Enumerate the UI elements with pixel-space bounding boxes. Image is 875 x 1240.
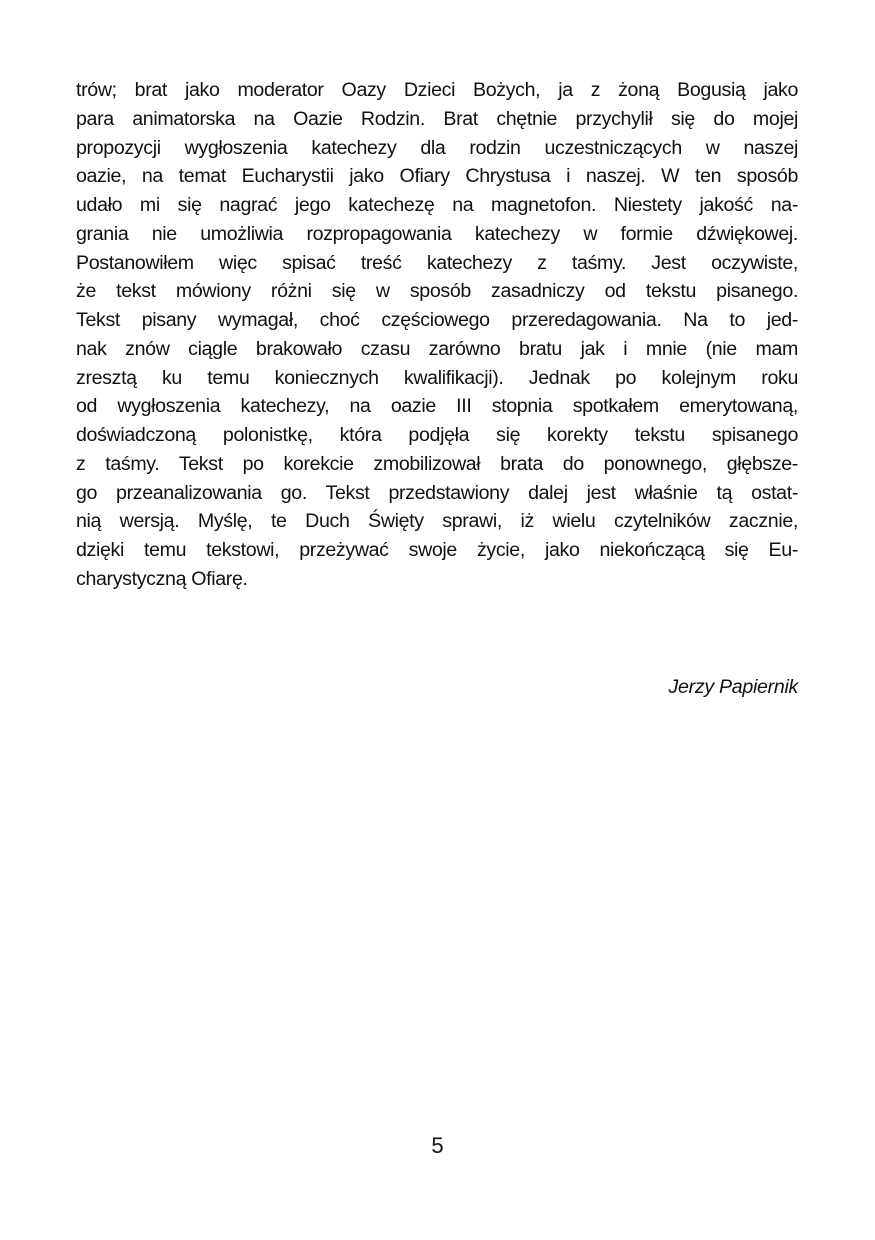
- page-number: 5: [431, 1133, 444, 1158]
- paragraph-line: oazie, na temat Eucharystii jako Ofiary Chrystusa i naszej. W ten sposób: [76, 165, 798, 188]
- body-paragraph: [76, 76, 798, 594]
- paragraph-line: go przeanalizowania go. Tekst przedstawiony dalej jest właśnie tą ostat-: [76, 481, 798, 504]
- paragraph-line: że tekst mówiony różni się w sposób zasadniczy od tekstu pisanego.: [76, 280, 798, 303]
- paragraph-line: nak znów ciągle brakowało czasu zarówno bratu jak i mnie (nie mam: [76, 337, 798, 360]
- paragraph-line: udało mi się nagrać jego katechezę na magnetofon. Niestety jakość na-: [76, 194, 798, 216]
- paragraph-line: dzięki temu tekstowi, przeżywać swoje życie, jako niekończącą się Eu-: [76, 539, 798, 561]
- paragraph-line: grania nie umożliwia rozpropagowania katechezy w formie dźwiękowej.: [76, 222, 798, 245]
- paragraph-line-last: charystyczną Ofiarę.: [76, 567, 248, 590]
- paragraph-line: od wygłoszenia katechezy, na oazie III stopnia spotkałem emerytowaną,: [76, 395, 798, 418]
- paragraph-line: nią wersją. Myślę, te Duch Święty sprawi, iż wielu czytelników zacznie,: [76, 510, 798, 533]
- paragraph-line: Postanowiłem więc spisać treść katechezy z taśmy. Jest oczywiste,: [76, 251, 798, 274]
- paragraph-line: z taśmy. Tekst po korekcie zmobilizował brata do ponownego, głębsze-: [76, 452, 798, 475]
- paragraph-line: trów; brat jako moderator Oazy Dzieci Bożych, ja z żoną Bogusią jako: [76, 79, 798, 101]
- paragraph-line: para animatorska na Oazie Rodzin. Brat chętnie przychylił się do mojej: [76, 107, 798, 130]
- paragraph-line: zresztą ku temu koniecznych kwalifikacji). Jednak po kolejnym roku: [76, 366, 798, 389]
- paragraph-line: Tekst pisany wymagał, choć częściowego przeredagowania. Na to jed-: [76, 309, 798, 331]
- paragraph-line: propozycji wygłoszenia katechezy dla rodzin uczestniczących w naszej: [76, 136, 798, 159]
- paragraph-line: doświadczoną polonistkę, która podjęła się korekty tekstu spisanego: [76, 424, 798, 446]
- author-signature: Jerzy Papiernik: [668, 676, 798, 698]
